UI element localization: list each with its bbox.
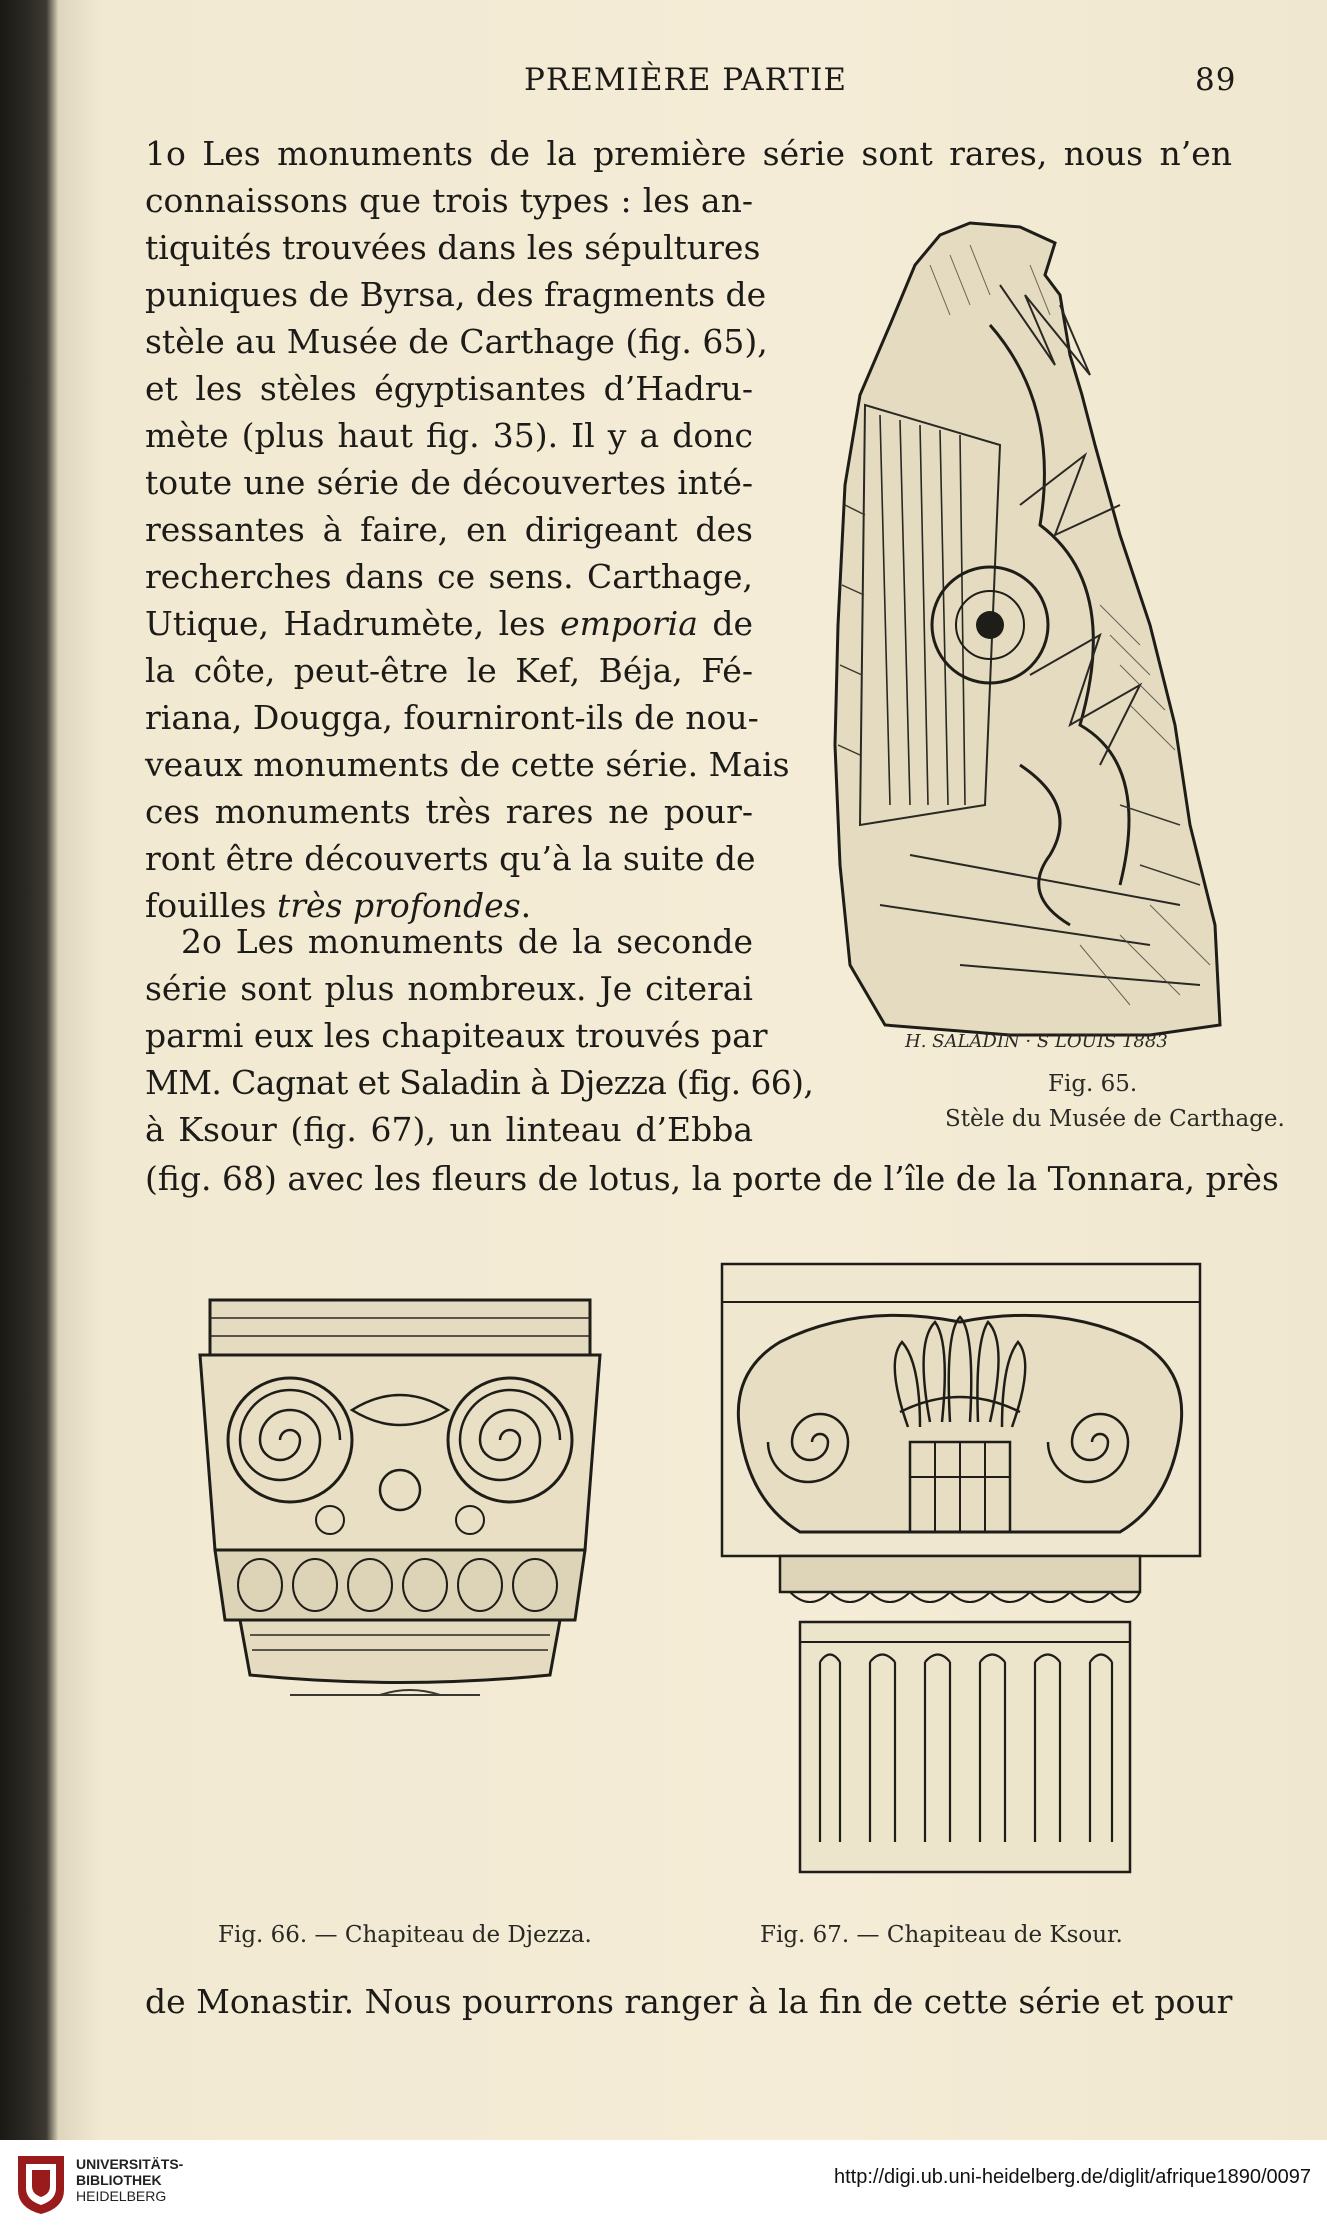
text-line: tiquités trouvées dans les sépultures: [145, 228, 761, 267]
text-line: toute une série de découvertes inté-: [145, 463, 753, 502]
text-line: riana, Dougga, fourniront-ils de nou-: [145, 698, 759, 737]
fig65-number: Fig. 65.: [1048, 1071, 1138, 1097]
text-line: puniques de Byrsa, des fragments de: [145, 275, 767, 314]
book-binding-edge: [0, 0, 58, 2140]
italic-term: emporia: [560, 604, 698, 643]
text-line: ront être découverts qu’à la suite de: [145, 839, 756, 878]
text-line: stèle au Musée de Carthage (fig. 65),: [145, 322, 768, 361]
fig65-caption: Stèle du Musée de Carthage.: [945, 1106, 1285, 1132]
stele-fragment-illustration: [820, 205, 1230, 1065]
running-title: PREMIÈRE PARTIE: [524, 62, 848, 98]
text-line: fouilles très profondes.: [145, 886, 532, 925]
paragraph-second-series-full: [145, 1155, 1279, 1202]
library-seal-icon: [12, 2150, 70, 2216]
text-line: parmi eux les chapiteaux trouvés par: [145, 1016, 768, 1055]
text-line: MM. Cagnat et Saladin à Djezza (fig. 66),: [145, 1063, 814, 1102]
fig67-caption: Fig. 67. — Chapiteau de Ksour.: [760, 1922, 1123, 1948]
text-line: ces monuments très rares ne pour-: [145, 792, 753, 831]
text-line: de Monastir. Nous pourrons ranger à la fin de cette série et pour: [145, 1982, 1233, 2021]
text-line: connaissons que trois types : les an-: [145, 181, 753, 220]
page-number: 89: [1195, 62, 1237, 98]
text-line: recherches dans ce sens. Carthage,: [145, 557, 753, 596]
djezza-capital-illustration: [180, 1290, 620, 1720]
digitization-footer: [0, 2140, 1327, 2226]
text-line: mète (plus haut fig. 35). Il y a donc: [145, 416, 753, 455]
text-line: à Ksour (fig. 67), un linteau d’Ebba: [145, 1110, 753, 1149]
text-line: veaux monuments de cette série. Mais: [145, 745, 790, 784]
library-name: UNIVERSITÄTS- BIBLIOTHEK HEIDELBERG: [76, 2156, 184, 2204]
text-line: 2o Les monuments de la seconde: [181, 922, 753, 961]
ksour-capital-illustration: [720, 1262, 1210, 1892]
source-url-link[interactable]: http://digi.ub.uni-heidelberg.de/diglit/afrique1890/0097: [833, 2166, 1311, 2188]
text-line: série sont plus nombreux. Je citerai: [145, 969, 753, 1008]
text-line: (fig. 68) avec les fleurs de lotus, la porte de l’île de la Tonnara, près: [145, 1159, 1279, 1198]
text-line: la côte, peut-être le Kef, Béja, Fé-: [145, 651, 753, 690]
paragraph-closing-line: [145, 1978, 1232, 2025]
text-line: et les stèles égyptisantes d’Hadru-: [145, 369, 753, 408]
italic-term: très profondes: [276, 886, 521, 925]
text-line: ressantes à faire, en dirigeant des: [145, 510, 753, 549]
paragraph-first-series: [145, 130, 1232, 177]
paragraph-first-series-column: [145, 177, 790, 929]
fig65-signature: H. SALADIN · S LOUIS 1883: [905, 1031, 1168, 1052]
text-line: 1o Les monuments de la première série sont rares, nous n’en: [145, 134, 1232, 173]
paragraph-second-series: [145, 918, 814, 1153]
text-line: Utique, Hadrumète, les emporia de: [145, 604, 753, 643]
fig66-caption: Fig. 66. — Chapiteau de Djezza.: [218, 1922, 592, 1948]
